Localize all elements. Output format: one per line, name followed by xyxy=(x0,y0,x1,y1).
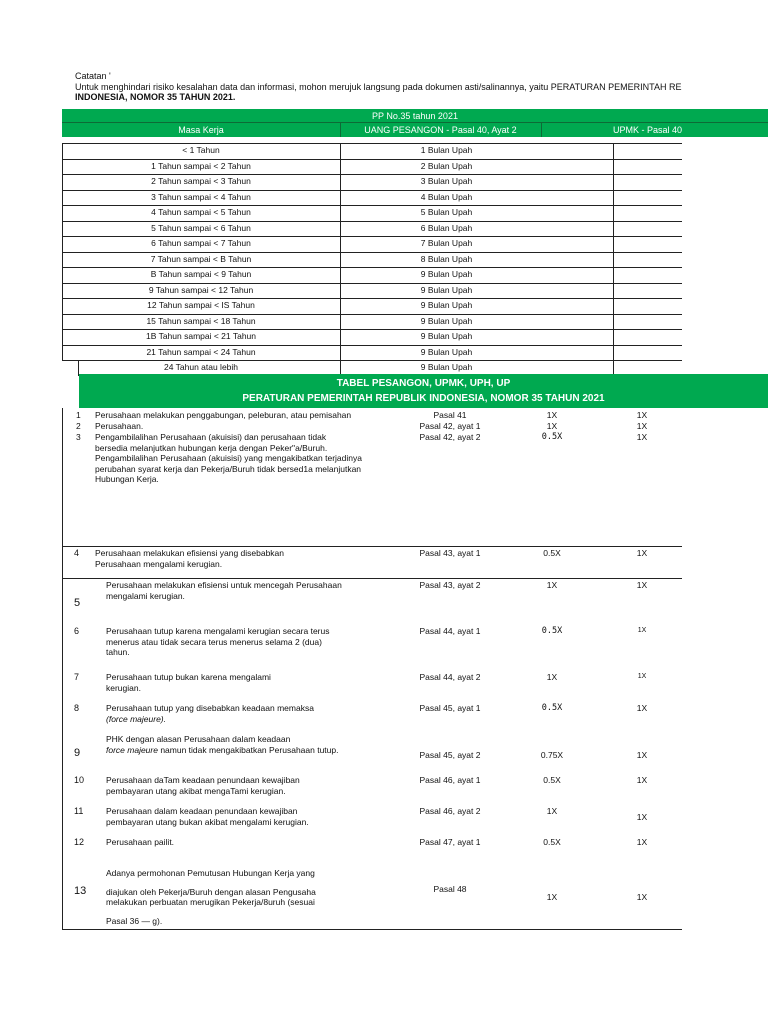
table2-row-number: 5 xyxy=(74,597,81,609)
table1-pesangon-cell: 3 Bulan Upah xyxy=(420,176,473,186)
table2-value-upmk: 1X xyxy=(636,892,648,902)
table2-row-number: 6 xyxy=(74,626,80,636)
description-line: Perusahaan melakukan efisiensi yang disebabkan xyxy=(95,548,285,558)
table1-row-line xyxy=(62,174,682,175)
table2-value-upmk: 1X xyxy=(637,627,647,634)
description-line: Perusahaan tutup karena mengalami kerugian secara terus xyxy=(106,626,330,636)
table1-row-line xyxy=(62,329,682,330)
table2-pasal: Pasal 42, ayat 1 xyxy=(419,421,481,431)
table2-left-border xyxy=(62,408,63,930)
table1-masa-kerja-cell: 21 Tahun sampai < 24 Tahun xyxy=(146,346,256,357)
table1-row-line xyxy=(62,221,682,222)
description-line: bersedia melanjutkan hubungan kerja dengan Peker"a/Buruh. xyxy=(95,442,328,453)
table1-pesangon-cell: 9 Bulan Upah xyxy=(420,315,473,326)
note-line-1: Untuk menghindari risiko kesalahan data dan informasi, mohon merujuk langsung pada dokumen asti/salinannya, yaitu PERATURAN PEMERINTAH RE xyxy=(75,82,682,92)
table2-value-upmk: 1X xyxy=(636,421,648,431)
description-line: Pengambilalihan Perusahaan (akuisisi) dan perusahaan tidak xyxy=(95,432,327,442)
table1-col-line xyxy=(613,143,614,376)
table2-row-separator xyxy=(62,546,682,547)
table2-row-number: 3 xyxy=(76,432,81,442)
table1-masa-kerja-cell: 12 Tahun sampai < IS Tahun xyxy=(147,300,255,310)
description-line: Perusahaan pailit. xyxy=(106,837,175,847)
table1-row-line xyxy=(62,345,682,346)
table1-masa-kerja-cell: 1B Tahun sampai < 21 Tahun xyxy=(145,331,257,341)
table1-masa-kerja-cell: 6 Tahun sampai < 7 Tahun xyxy=(151,238,251,248)
description-line: Perusahaan. xyxy=(95,421,144,431)
table2-value-pesangon: 1X xyxy=(546,892,558,902)
table2-value-upmk: 1X xyxy=(636,837,648,847)
table2-pasal: Pasal 45, ayat 1 xyxy=(419,703,481,713)
table2-row-number: 12 xyxy=(74,837,85,847)
table1-masa-kerja-cell: < 1 Tahun xyxy=(182,145,220,155)
table2-pasal: Pasal 42, ayat 2 xyxy=(419,432,481,442)
table2-value-pesangon: 0.5X xyxy=(541,703,563,713)
table1-pesangon-cell: 8 Bulan Upah xyxy=(420,253,473,264)
table2-row-description xyxy=(95,548,284,569)
table2-row-number: 7 xyxy=(74,672,80,682)
table2-row-number: 10 xyxy=(74,775,85,785)
table2-value-upmk: 1X xyxy=(636,750,648,760)
table2-value-pesangon: 0.5X xyxy=(543,548,561,558)
table1-pesangon-cell: 9 Bulan Upah xyxy=(420,269,473,279)
table2-value-upmk: 1X xyxy=(636,580,648,590)
table2-row-description xyxy=(106,672,271,693)
table1-header-divider xyxy=(62,122,768,123)
table1-masa-kerja-cell: 4 Tahun sampai < 5 Tahun xyxy=(151,207,251,217)
table2-value-upmk: 1X xyxy=(636,775,648,785)
table1-row-line xyxy=(62,252,682,253)
table2-row-number: 2 xyxy=(76,421,81,431)
description-line: force majeure namun tidak mengakibatkan Perusahaan tutup. xyxy=(106,744,339,755)
table1-pesangon-cell: 9 Bulan Upah xyxy=(420,346,473,357)
table2-row-description xyxy=(106,626,330,658)
table1-row-line xyxy=(62,283,682,284)
table2-row-description xyxy=(95,421,143,432)
table2-pasal: Pasal 41 xyxy=(433,410,467,420)
table2-pasal: Pasal 44, ayat 2 xyxy=(419,672,481,682)
table2-title-2: PERATURAN PEMERINTAH REPUBLIK INDONESIA, NOMOR 35 TAHUN 2021 xyxy=(242,393,605,404)
table2-value-upmk: 1X xyxy=(636,548,648,558)
table2-pasal: Pasal 44, ayat 1 xyxy=(419,626,481,636)
table1-row-line xyxy=(62,298,682,299)
table1-pesangon-cell: 9 Bulan Upah xyxy=(420,331,473,341)
table1-col-masa-kerja: Masa Kerja xyxy=(178,125,224,135)
description-line: pembayaran utang akibat mengaTami kerugian. xyxy=(106,785,286,796)
table1-row-line xyxy=(62,360,682,361)
description-line: Perusahaan daTam keadaan penundaan kewajiban xyxy=(106,775,300,785)
table2-row-description xyxy=(106,837,174,848)
description-line: PHK dengan alasan Perusahaan dalam keadaan xyxy=(106,734,291,744)
table2-row-number: 11 xyxy=(74,806,84,816)
table2-pasal: Pasal 47, ayat 1 xyxy=(419,837,481,847)
description-line: Pengambilalihan Perusahaan (akuisisi) yang mengakibatkan terjadinya xyxy=(95,453,362,463)
table1-row-line xyxy=(62,159,682,160)
table1-pesangon-cell: 6 Bulan Upah xyxy=(420,222,473,233)
table1-row-line xyxy=(62,205,682,206)
table1-col-upmk: UPMK - Pasal 40 xyxy=(613,125,683,135)
table2-value-pesangon: 0.5X xyxy=(543,775,561,785)
description-line: melakukan perbuatan merugikan Pekerja/8uruh (sesuai xyxy=(106,897,315,907)
table1-masa-kerja-cell: 7 Tahun sampai < B Tahun xyxy=(150,253,252,264)
table1-masa-kerja-cell: 24 Tahun atau lebih xyxy=(163,362,239,372)
table2-row-number: 4 xyxy=(74,548,80,558)
description-line: Pasal 36 — g). xyxy=(106,915,163,926)
table2-value-pesangon: 0.5X xyxy=(543,837,561,847)
table1-row-line xyxy=(62,190,682,191)
table2-row-description xyxy=(95,410,351,421)
table2-bottom-border xyxy=(62,929,682,930)
table2-value-pesangon: 1X xyxy=(546,421,558,431)
table2-row-description xyxy=(106,775,300,796)
table2-value-pesangon: 0.5X xyxy=(541,432,563,442)
table2-pasal: Pasal 48 xyxy=(433,884,467,894)
table1-header-col-divider-2 xyxy=(541,122,542,137)
description-line: pembayaran utang bukan akibat mengalami kerugian. xyxy=(106,816,309,827)
table1-pesangon-cell: 9 Bulan Upah xyxy=(420,284,473,295)
table2-row-description xyxy=(106,806,309,827)
table2-value-pesangon: 1X xyxy=(546,672,558,682)
description-line: Perusahaan tutup yang disebabkan keadaan memaksa xyxy=(106,703,314,713)
table2-pasal: Pasal 45, ayat 2 xyxy=(419,750,481,760)
table2-value-pesangon: 0.75X xyxy=(540,750,564,760)
description-line: Adanya permohonan Pemutusan Hubungan Kerja yang xyxy=(106,868,315,878)
description-line: Perusahaan melakukan penggabungan, peleburan, atau pemisahan xyxy=(95,410,352,420)
table1-masa-kerja-cell: 1 Tahun sampai < 2 Tahun xyxy=(151,160,251,171)
table1-row-line xyxy=(62,143,682,144)
description-line: diajukan oleh Pekerja/Buruh dengan alasan Pengusaha xyxy=(106,886,316,897)
table2-value-upmk: 1X xyxy=(636,812,648,822)
description-line: Perusahaan dalam keadaan penundaan kewajiban xyxy=(106,806,298,816)
table1-masa-kerja-cell: 2 Tahun sampai < 3 Tahun xyxy=(151,176,251,186)
table1-row-line xyxy=(62,267,682,268)
description-line: Perusahaan mengalami kerugian. xyxy=(95,558,223,569)
table1-pesangon-cell: 5 Bulan Upah xyxy=(420,207,473,217)
description-line: perubahan syarat kerja dan Pekerja/Buruh tidak bersed1a melanjutkan xyxy=(95,463,362,474)
table1-pesangon-cell: 2 Bulan Upah xyxy=(420,160,473,171)
table1-pesangon-cell: 9 Bulan Upah xyxy=(420,300,473,310)
table2-row-description xyxy=(95,432,362,485)
note-label: Catatan ' xyxy=(75,71,111,81)
table1-masa-kerja-cell: B Tahun sampai < 9 Tahun xyxy=(150,269,252,279)
description-line: Hubungan Kerja. xyxy=(95,474,159,484)
table2-row-description xyxy=(106,868,316,926)
table2-pasal: Pasal 46, ayat 1 xyxy=(419,775,481,785)
description-line: (force majeure). xyxy=(106,713,166,724)
table2-value-pesangon: 1X xyxy=(546,806,558,816)
table1-masa-kerja-cell: 3 Tahun sampai < 4 Tahun xyxy=(151,191,251,202)
table2-value-upmk: 1X xyxy=(636,410,648,420)
table1-pesangon-cell: 1 Bulan Upah xyxy=(420,145,473,155)
table2-value-pesangon: 1X xyxy=(546,580,558,590)
table2-row-description xyxy=(106,580,342,601)
table1-masa-kerja-cell: 15 Tahun sampai < 18 Tahun xyxy=(146,315,256,326)
table2-row-description xyxy=(106,734,338,755)
table2-pasal: Pasal 43, ayat 1 xyxy=(419,548,481,558)
description-line: Perusahaan tutup bukan karena mengalami xyxy=(106,672,271,682)
table1-col-uang-pesangon: UANG PESANGON - Pasal 40, Ayat 2 xyxy=(364,125,517,135)
table1-title: PP No.35 tahun 2021 xyxy=(372,111,458,121)
table1-row-line xyxy=(62,236,682,237)
table2-pasal: Pasal 43, ayat 2 xyxy=(419,580,481,590)
table2-value-pesangon: 0.5X xyxy=(541,626,563,636)
table1-masa-kerja-cell: 5 Tahun sampai < 6 Tahun xyxy=(151,222,251,233)
table2-row-number: 13 xyxy=(74,885,87,897)
table2-row-number: 8 xyxy=(74,703,80,713)
table1-row-line xyxy=(62,314,682,315)
table1-pesangon-cell: 7 Bulan Upah xyxy=(420,238,473,248)
description-line: Perusahaan melakukan efisiensi untuk mencegah Perusahaan xyxy=(106,580,342,590)
table2-value-upmk: 1X xyxy=(637,673,647,680)
description-line: menerus atau tidak secara terus menerus selama 2 (dua) xyxy=(106,636,322,647)
description-line: kerugian. xyxy=(106,682,141,693)
description-line: mengalami kerugian. xyxy=(106,590,185,601)
table2-value-upmk: 1X xyxy=(636,703,648,713)
table2-row-description xyxy=(106,703,314,724)
table2-row-separator xyxy=(62,578,682,579)
table2-value-pesangon: 1X xyxy=(546,410,558,420)
table1-pesangon-cell: 4 Bulan Upah xyxy=(420,191,473,202)
table2-title-1: TABEL PESANGON, UPMK, UPH, UP xyxy=(336,378,511,389)
description-line: tahun. xyxy=(106,647,130,657)
note-line-2: INDONESIA, NOMOR 35 TAHUN 2021. xyxy=(75,92,236,102)
table2-row-number: 9 xyxy=(74,747,81,759)
table1-pesangon-cell: 9 Bulan Upah xyxy=(420,362,473,372)
table2-pasal: Pasal 46, ayat 2 xyxy=(419,806,481,816)
table1-masa-kerja-cell: 9 Tahun sampai < 12 Tahun xyxy=(148,284,254,295)
table2-value-upmk: 1X xyxy=(636,432,648,442)
table2-row-number: 1 xyxy=(76,410,81,420)
